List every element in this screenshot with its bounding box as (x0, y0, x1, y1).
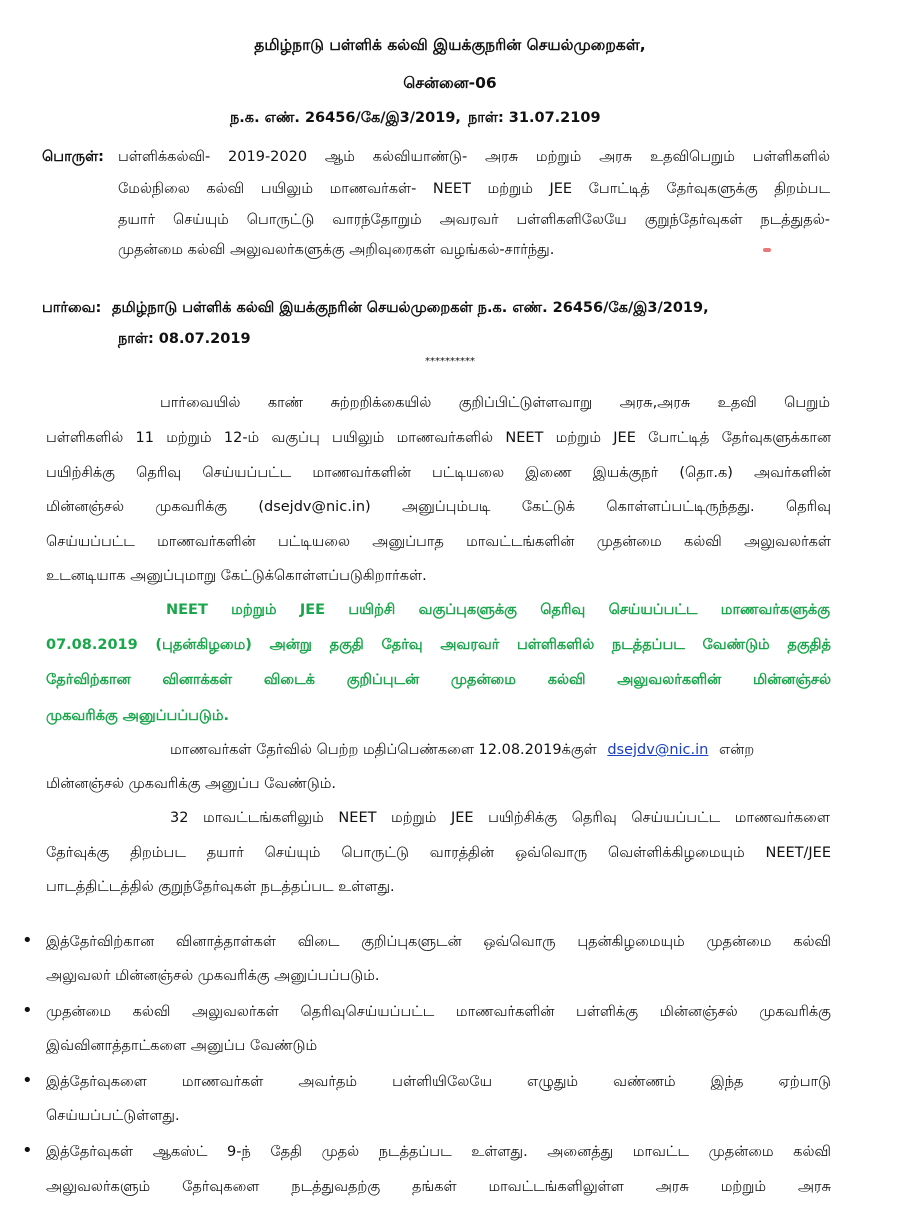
bullet-1-line-2: அலுவலர் மின்னஞ்சல் முகவரிக்கு அனுப்பப்படும். (46, 968, 380, 984)
notice-line-1: NEET மற்றும் JEE பயிற்சி வகுப்புகளுக்கு தெரிவு செய்யப்பட்ட மாணவர்களுக்கு (166, 602, 830, 618)
subject-line-1: பள்ளிக்கல்வி- 2019-2020 ஆம் கல்வியாண்டு- அரசு மற்றும் அரசு உதவிபெறும் பள்ளிகளில் (118, 149, 830, 165)
separator: ********** (425, 356, 475, 367)
bullet-4-line-2: அலுவலர்களும் தேர்வுகளை நடத்துவதற்கு தங்கள் மாவட்டங்களிலுள்ள அரசு மற்றும் அரசு (46, 1179, 831, 1195)
para1-line-3: பயிற்சிக்கு தெரிவு செய்யப்பட்ட மாணவர்களின் பட்டியலை இணை இயக்குநர் (தொ.க) அவர்களின் (46, 465, 831, 481)
para1-line-5: செய்யப்பட்ட மாணவர்களின் பட்டியலை அனுப்பாத மாவட்டங்களின் முதன்மை கல்வி அலுவலர்கள் (46, 534, 831, 550)
email-link[interactable]: dsejdv@nic.in (607, 742, 709, 758)
para1-line-2: பள்ளிகளில் 11 மற்றும் 12-ம் வகுப்பு பயிலும் மாணவர்களில் NEET மற்றும் JEE போட்டித் தேர்வுகளுக்கான (46, 430, 831, 446)
para3-line-2: மின்னஞ்சல் முகவரிக்கு அனுப்ப வேண்டும். (46, 776, 336, 792)
para4-line-3: பாடத்திட்டத்தில் குறுந்தேர்வுகள் நடத்தப்பட உள்ளது. (46, 879, 395, 895)
subject-line-4: முதன்மை கல்வி அலுவலர்களுக்கு அறிவுரைகள் வழங்கல்-சார்ந்து. (118, 242, 555, 258)
para1-line-6: உடனடியாக அனுப்புமாறு கேட்டுக்கொள்ளப்படுகிறார்கள். (46, 568, 427, 584)
bullet-2-dot: • (22, 1000, 33, 1021)
subject-line-3: தயார் செய்யும் பொருட்டு வாரந்தோறும் அவரவர் பள்ளிகளிலேயே குறுந்தேர்வுகள் நடத்துதல்- (118, 212, 830, 228)
bullet-2-line-1: முதன்மை கல்வி அலுவலர்கள் தெரிவுசெய்யப்பட்ட மாணவர்களின் பள்ளிக்கு மின்னஞ்சல் முகவரிக்கு (46, 1004, 831, 1020)
bullet-3-line-2: செய்யப்பட்டுள்ளது. (46, 1108, 180, 1124)
para3-text: மாணவர்கள் தேர்வில் பெற்ற மதிப்பெண்களை 12.08.2019க்குள் (170, 742, 597, 758)
red-ink-mark (763, 248, 771, 252)
notice-line-3: தேர்விற்கான வினாக்கள் விடைக் குறிப்புடன் முதன்மை கல்வி அலுவலர்களின் மின்னஞ்சல் (46, 672, 831, 688)
para4-line-1: 32 மாவட்டங்களிலும் NEET மற்றும் JEE பயிற்சிக்கு தெரிவு செய்யப்பட்ட மாணவர்களை (170, 810, 830, 826)
reference-line-1: தமிழ்நாடு பள்ளிக் கல்வி இயக்குநரின் செயல்முறைகள் ந.க. எண். 26456/கே/இ3/2019, (112, 300, 709, 316)
notice-line-4: முகவரிக்கு அனுப்பப்படும். (46, 708, 230, 724)
para4-line-2: தேர்வுக்கு திறம்பட தயார் செய்யும் பொருட்டு வாரத்தின் ஒவ்வொரு வெள்ளிக்கிழமையும் NEET/JEE (46, 845, 831, 861)
bullet-1-dot: • (22, 930, 33, 951)
subject-label: பொருள்: (42, 149, 104, 165)
reference-line-2: நாள்: 08.07.2019 (118, 331, 251, 347)
para1-line-4: மின்னஞ்சல் முகவரிக்கு (dsejdv@nic.in) அனுப்பும்படி கேட்டுக் கொள்ளப்பட்டிருந்தது. தெரிவு (46, 499, 831, 515)
document-title: தமிழ்நாடு பள்ளிக் கல்வி இயக்குநரின் செயல்முறைகள், (254, 36, 646, 54)
bullet-4-dot: • (22, 1140, 33, 1161)
notice-line-2: 07.08.2019 (புதன்கிழமை) அன்று தகுதி தேர்வு அவரவர் பள்ளிகளில் நடத்தப்பட வேண்டும் தகுதித் (46, 637, 831, 653)
reference-label: பார்வை: (42, 300, 102, 316)
bullet-4-line-1: இத்தேர்வுகள் ஆகஸ்ட் 9-ந் தேதி முதல் நடத்தப்பட உள்ளது. அனைத்து மாவட்ட முதன்மை கல்வி (46, 1144, 831, 1160)
para3-after: என்ற (718, 742, 755, 758)
bullet-1-line-1: இத்தேர்விற்கான வினாத்தாள்கள் விடை குறிப்புகளுடன் ஒவ்வொரு புதன்கிழமையும் முதன்மை கல்வி (46, 934, 831, 950)
bullet-2-line-2: இவ்வினாத்தாட்களை அனுப்ப வேண்டும் (46, 1038, 318, 1054)
bullet-3-line-1: இத்தேர்வுகளை மாணவர்கள் அவர்தம் பள்ளியிலேயே எழுதும் வண்ணம் இந்த ஏற்பாடு (46, 1074, 831, 1090)
document-date: நாள்: 31.07.2109 (468, 110, 601, 126)
document-city: சென்னை-06 (403, 74, 497, 92)
reference-number: ந.க. எண். 26456/கே/இ3/2019, (230, 110, 461, 126)
para3-line-1 (170, 740, 754, 760)
subject-line-2: மேல்நிலை கல்வி பயிலும் மாணவர்கள்- NEET மற்றும் JEE போட்டித் தேர்வுகளுக்கு திறம்பட (118, 181, 830, 197)
para1-line-1: பார்வையில் காண் சுற்றறிக்கையில் குறிப்பிட்டுள்ளவாறு அரசு,அரசு உதவி பெறும் (160, 395, 830, 411)
bullet-3-dot: • (22, 1070, 33, 1091)
